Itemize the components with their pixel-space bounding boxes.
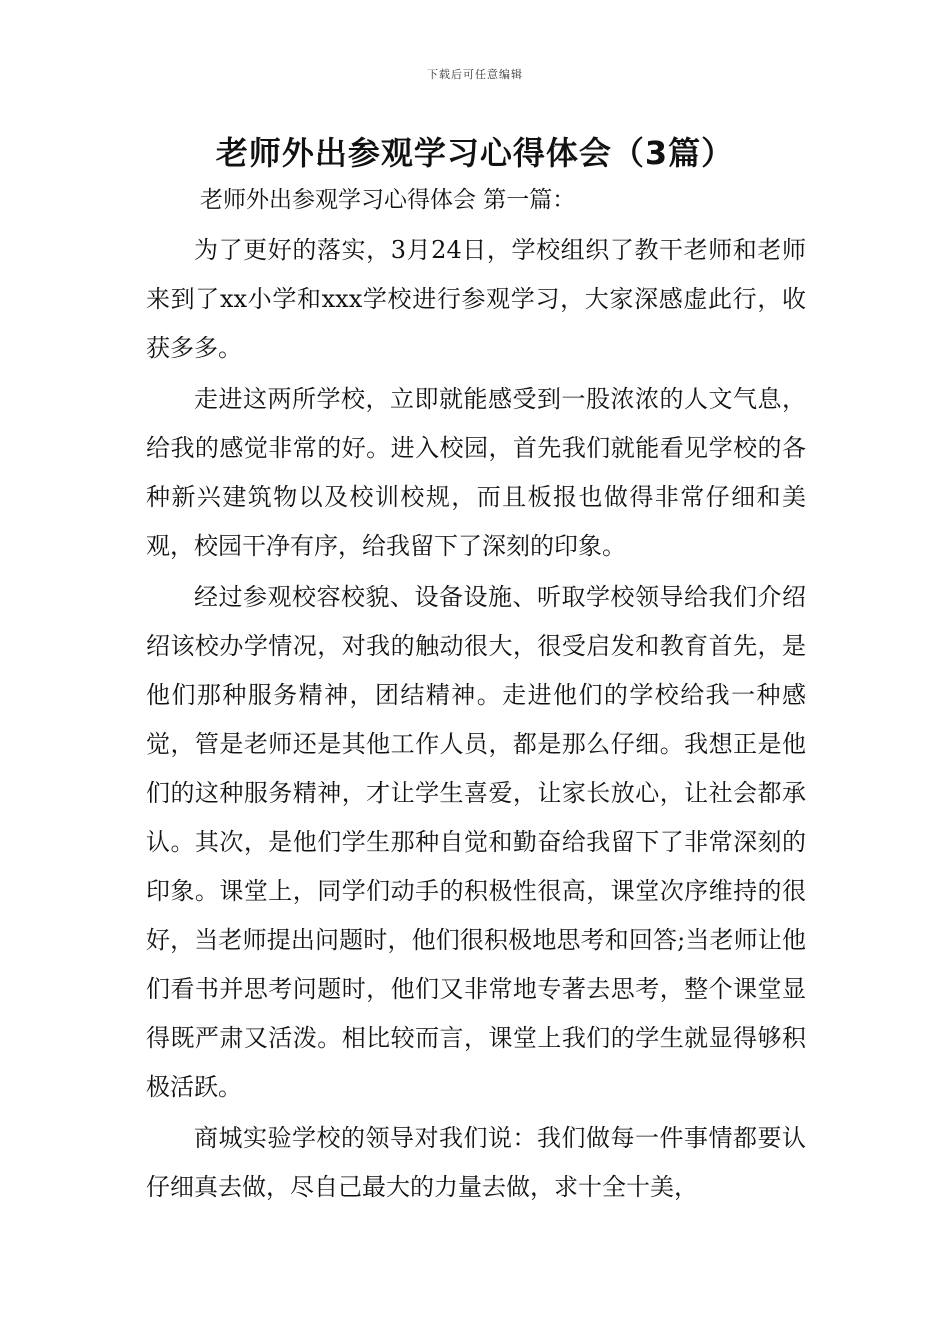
- document-body: [146, 226, 806, 1214]
- paragraph: 为了更好的落实，3月24日，学校组织了教干老师和老师来到了xx小学和xxx学校进行参观学习，大家深感虚此行，收获多多。: [146, 236, 806, 362]
- header-note: 下载后可任意编辑: [427, 68, 523, 81]
- document-title: 老师外出参观学习心得体会（3篇）: [215, 134, 735, 172]
- paragraph: 走进这两所学校，立即就能感受到一股浓浓的人文气息，给我的感觉非常的好。进入校园，首先我们就能看见学校的各种新兴建筑物以及校训校规，而且板报也做得非常仔细和美观，校园干净有序，给我留下了深刻的印象。: [146, 385, 806, 560]
- document-subtitle: 老师外出参观学习心得体会 第一篇：: [200, 187, 576, 213]
- paragraph: 商城实验学校的领导对我们说：我们做每一件事情都要认仔细真去做，尽自己最大的力量去做，求十全十美，: [146, 1124, 806, 1201]
- paragraph: 经过参观校容校貌、设备设施、听取学校领导给我们介绍绍该校办学情况，对我的触动很大，很受启发和教育首先，是他们那种服务精神，团结精神。走进他们的学校给我一种感觉，管是老师还是其他工作人员，都是那么仔细。我想正是他们的这种服务精神，才让学生喜爱，让家长放心，让社会都承认。其次，是他们学生那种自觉和勤奋给我留下了非常深刻的印象。课堂上，同学们动手的积极性很高，课堂次序维持的很好，当老师提出问题时，他们很积极地思考和回答;当老师让他们看书并思考问题时，他们又非常地专著去思考，整个课堂显得既严肃又活泼。相比较而言，课堂上我们的学生就显得够积极活跃。: [146, 583, 806, 1101]
